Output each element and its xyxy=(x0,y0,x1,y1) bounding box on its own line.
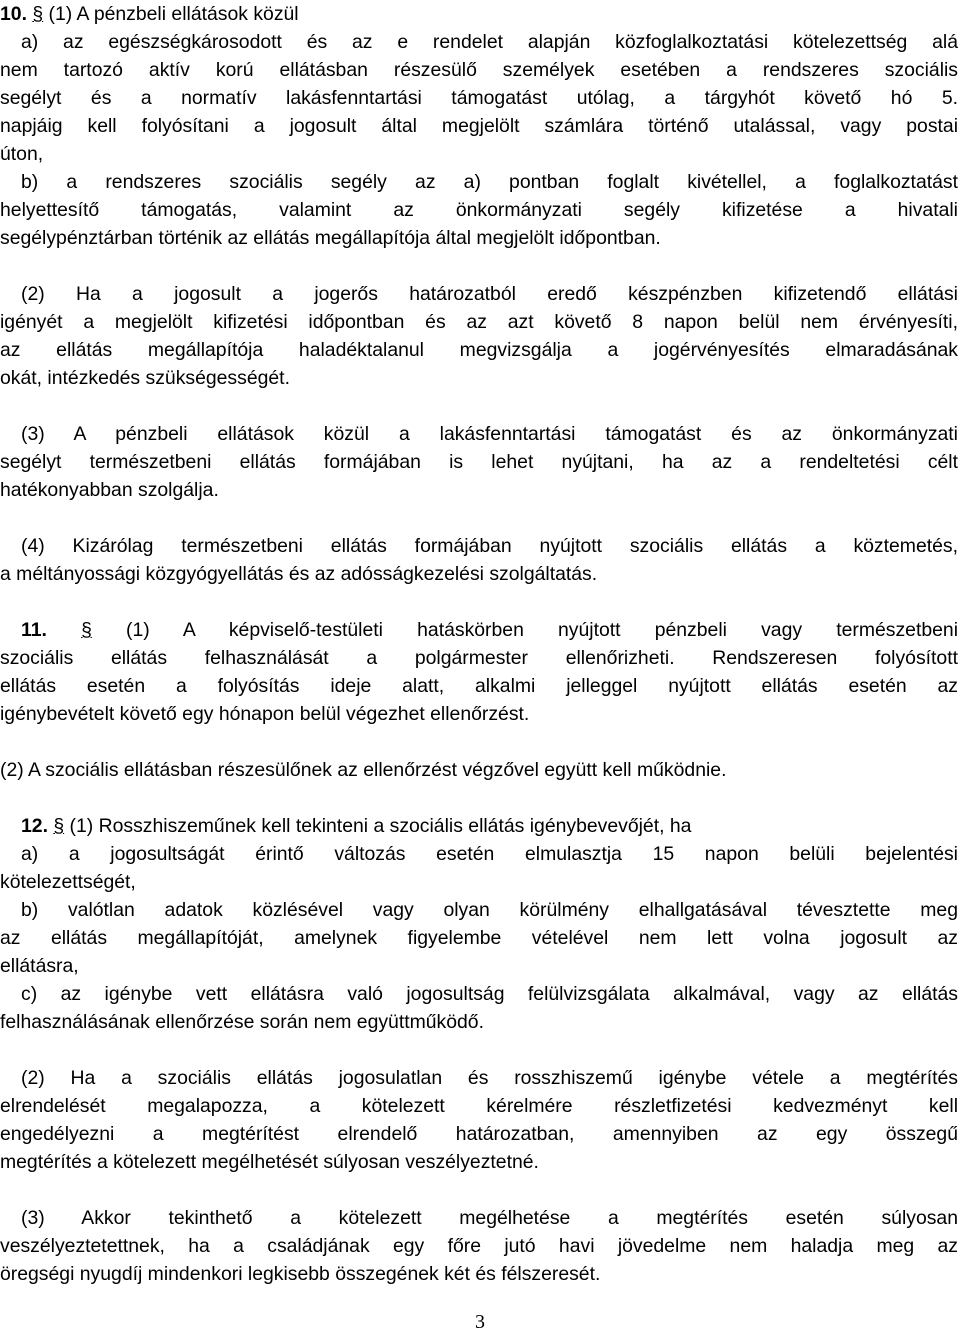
section-12-p1-line-2-text: b) valótlan adatok közlésével vagy olyan körülmény elhallgatásával tévesztette meg xyxy=(21,899,958,921)
section-11-heading xyxy=(0,616,958,644)
section-12-p3-line-0-text: (3) Akkor tekinthető a kötelezett megélhetése a megtérítés esetén súlyosan xyxy=(21,1207,958,1229)
section-12-p1-line-4: ellátásra, xyxy=(0,955,79,977)
section-12-p1-line-0-text: a) a jogosultságát érintő változás esetén elmulasztja 15 napon belüli bejelentési xyxy=(21,843,958,865)
section-12-p1-line-3: az ellátás megállapítóját, amelynek figyelembe vételével nem lett volna jogosult az xyxy=(0,927,958,949)
section-12-p2-line-0 xyxy=(0,1064,958,1092)
section-11-number: 11. xyxy=(21,619,47,641)
section-11-p2-line-0: (2) A szociális ellátásban részesülőnek az ellenőrzést végzővel együtt kell működnie. xyxy=(0,759,727,781)
section-10-p1-line-8: segélypénztárban történik az ellátás megállapítója által megjelölt időpontban. xyxy=(0,227,661,249)
section-11-p1-line-2: igénybevételt követő egy hónapon belül végezhet ellenőrzést. xyxy=(0,703,530,725)
section-10-p1-line-5: úton, xyxy=(0,143,44,165)
section-10-p2-line-2: az ellátás megállapítója haladéktalanul megvizsgálja a jogérvényesítés elmaradásának xyxy=(0,339,958,361)
section-10-number: 10. xyxy=(0,3,27,25)
section-12-p2-line-2: engedélyezni a megtérítést elrendelő határozatban, amennyiben az egy összegű xyxy=(0,1123,958,1145)
section-12-p1-line-5 xyxy=(0,980,958,1008)
section-10-p1-line-6 xyxy=(0,168,958,196)
section-11-p1-line-0: szociális ellátás felhasználását a polgármester ellenőrizheti. Rendszeresen folyósított xyxy=(0,647,958,669)
section-10-p1-line-6-text: b) a rendszeres szociális segély az a) pontban foglalt kivétellel, a foglalkoztatást xyxy=(21,171,958,193)
section-12-p1-line-0 xyxy=(0,840,958,868)
section-12-sign: § xyxy=(53,815,65,837)
section-10-sign: § xyxy=(32,3,44,25)
section-12-p3-line-2: öregségi nyugdíj mindenkori legkisebb összegének két és félszeresét. xyxy=(0,1263,601,1285)
section-12-p1-line-2 xyxy=(0,896,958,924)
section-12-p2-line-3: megtérítés a kötelezett megélhetését súlyosan veszélyeztetné. xyxy=(0,1151,539,1173)
section-11-p1-first: (1) A képviselő-testületi hatáskörben nyújtott pénzbeli vagy természetbeni xyxy=(126,619,959,641)
section-10-p2-line-1: igényét a megjelölt kifizetési időpontban és az azt követő 8 napon belül nem érvényesíti, xyxy=(0,311,958,333)
section-11-p1-line-1: ellátás esetén a folyósítás ideje alatt, alkalmi jelleggel nyújtott ellátás esetén az xyxy=(0,675,958,697)
section-12-p1-first: (1) Rosszhiszeműnek kell tekinteni a szociális ellátás igénybevevőjét, ha xyxy=(69,815,692,837)
section-10-p1-line-2: nem tartozó aktív korú ellátásban részesülő személyek esetében a rendszeres szociális xyxy=(0,59,958,81)
section-12-p3-line-0 xyxy=(0,1204,958,1232)
section-10-p1-line-4: napjáig kell folyósítani a jogosult által megjelölt számlára történő utalással, vagy postai xyxy=(0,115,958,137)
section-10-p1-line-3: segélyt és a normatív lakásfenntartási támogatást utólag, a tárgyhót követő hó 5. xyxy=(0,87,958,109)
section-10-p1-line-1-text: a) az egészségkárosodott és az e rendelet alapján közfoglalkoztatási kötelezettség alá xyxy=(21,31,958,53)
section-12-p2-line-0-text: (2) Ha a szociális ellátás jogosulatlan és rosszhiszemű igénybe vétele a megtérítés xyxy=(21,1067,958,1089)
section-12-p1-line-1: kötelezettségét, xyxy=(0,871,136,893)
section-12-heading xyxy=(0,812,958,840)
section-10-p4-line-0-text: (4) Kizárólag természetbeni ellátás formájában nyújtott szociális ellátás a köztemetés, xyxy=(21,535,958,557)
section-10-p1-line-1 xyxy=(0,28,958,56)
section-10-p2-line-0 xyxy=(0,280,958,308)
section-10-p2-line-3: okát, intézkedés szükségességét. xyxy=(0,367,290,389)
section-10-p3-line-0-text: (3) A pénzbeli ellátások közül a lakásfenntartási támogatást és az önkormányzati xyxy=(21,423,958,445)
section-10-p3-line-0 xyxy=(0,420,958,448)
section-10-p2-line-0-text: (2) Ha a jogosult a jogerős határozatból eredő készpénzben kifizetendő ellátási xyxy=(21,283,958,305)
section-12-p3-line-1: veszélyeztetettnek, ha a családjának egy főre jutó havi jövedelme nem haladja meg az xyxy=(0,1235,958,1257)
section-10-p4-line-1: a méltányossági közgyógyellátás és az adósságkezelési szolgáltatás. xyxy=(0,563,598,585)
section-12-p1-line-5-text: c) az igénybe vett ellátásra való jogosultság felülvizsgálata alkalmával, vagy az ellátás xyxy=(21,983,958,1005)
section-10-p4-line-0 xyxy=(0,532,958,560)
section-10-p3-line-2: hatékonyabban szolgálja. xyxy=(0,479,219,501)
section-10-p3-line-1: segélyt természetbeni ellátás formájában is lehet nyújtani, ha az a rendeltetési célt xyxy=(0,451,958,473)
section-12-p1-line-6: felhasználásának ellenőrzése során nem együttműködő. xyxy=(0,1011,484,1033)
section-10-p1-line-7: helyettesítő támogatás, valamint az önkormányzati segély kifizetése a hivatali xyxy=(0,199,958,221)
section-12-number: 12. xyxy=(21,815,48,837)
section-12-p2-line-1: elrendelését megalapozza, a kötelezett kérelmére részletfizetési kedvezményt kell xyxy=(0,1095,958,1117)
section-10-p1-line-0: (1) A pénzbeli ellátások közül xyxy=(48,3,299,25)
page-number: 3 xyxy=(475,1311,485,1333)
section-10-heading xyxy=(0,0,958,28)
section-11-sign: § xyxy=(81,619,92,641)
